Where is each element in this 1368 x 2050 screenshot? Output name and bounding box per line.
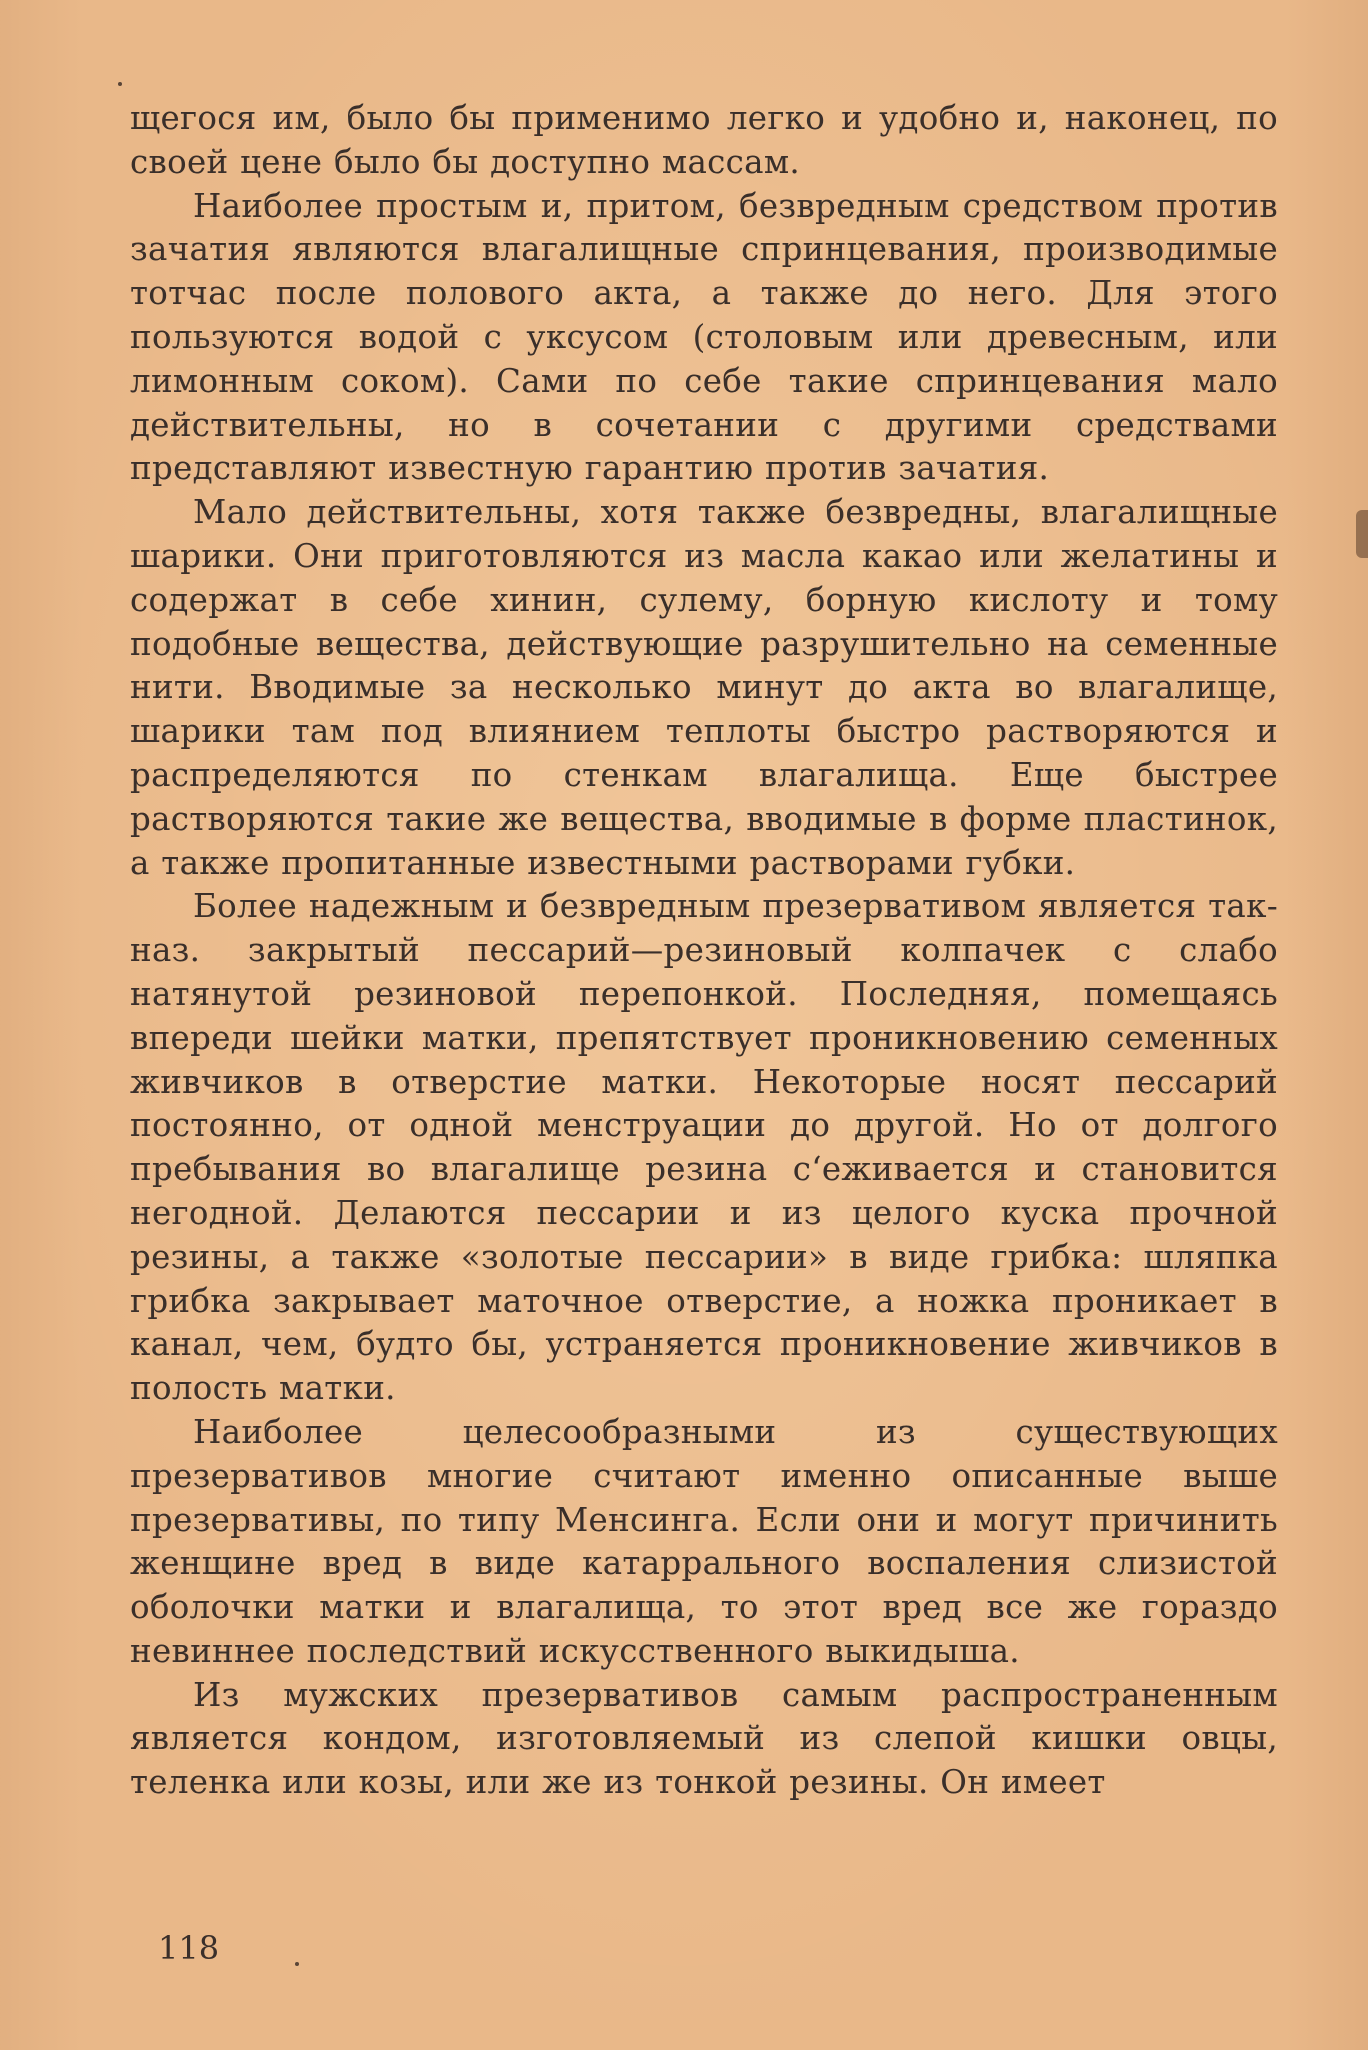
paragraph: щегося им, было бы применимо легко и удобно и, наконец, по своей цене было бы доступно массам. bbox=[130, 99, 1278, 181]
paragraph: Мало действительны, хотя также безвредны, влагалищные шарики. Они приготовляются из масла какао или желатины и содержат в себе хинин, сулему, борную кислоту и тому подобные вещества, действующие разрушительно на семенные нити. Вводимые за несколько минут до акта во влагалище, шарики там под влиянием теплоты быстро растворяются и распределяются по стенкам влагалища. Еще быстрее растворяются такие же вещества, вводимые в форме пластинок, а также пропитанные известными растворами губки. bbox=[130, 493, 1278, 882]
paragraph: Более надежным и безвредным презервативом является так-наз. закрытый пессарий—резиновый колпачек с слабо натянутой резиновой перепонкой. Последняя, помещаясь впереди шейки матки, препятствует проникновению семенных живчиков в отверстие матки. Некоторые носят пессарий постоянно, от одной менструации до другой. Но от долгого пребывания во влагалище резина с‘еживается и становится негодной. Делаются пессарии и из целого куска прочной резины, а также «золотые пессарии» в виде грибка: шляпка грибка закрывает маточное отверстие, а ножка проникает в канал, чем, будто бы, устраняется проникновение живчиков в полость матки. bbox=[130, 887, 1278, 1408]
page-number: 118 bbox=[158, 1929, 220, 1967]
paragraph: Наиболее целесообразными из существующих презервативов многие считают именно описанные выше презервативы, по типу Менсинга. Если они и могут причинить женщине вред в виде катаррального воспаления слизистой оболочки матки и влагалища, то этот вред все же гораздо невиннее последствий искусственного выкидыша. bbox=[130, 1412, 1278, 1670]
body-text bbox=[130, 97, 1278, 1805]
paragraph: Из мужских презервативов самым распространенным является кондом, изготовляемый из слепой кишки овцы, теленка или козы, или же из тонкой резины. Он имеет bbox=[130, 1675, 1278, 1802]
paper-speck bbox=[118, 82, 122, 86]
paper-speck bbox=[295, 1962, 299, 1966]
page-edge-mark bbox=[1356, 510, 1368, 558]
paragraph: Наиболее простым и, притом, безвредным средством против зачатия являются влагалищные спринцевания, производимые тотчас после полового акта, а также до него. Для этого пользуются водой с уксусом (столовым или древесным, или лимонным соком). Сами по себе такие спринцевания мало действительны, но в сочетании с другими средствами представляют известную гарантию против зачатия. bbox=[130, 186, 1278, 488]
